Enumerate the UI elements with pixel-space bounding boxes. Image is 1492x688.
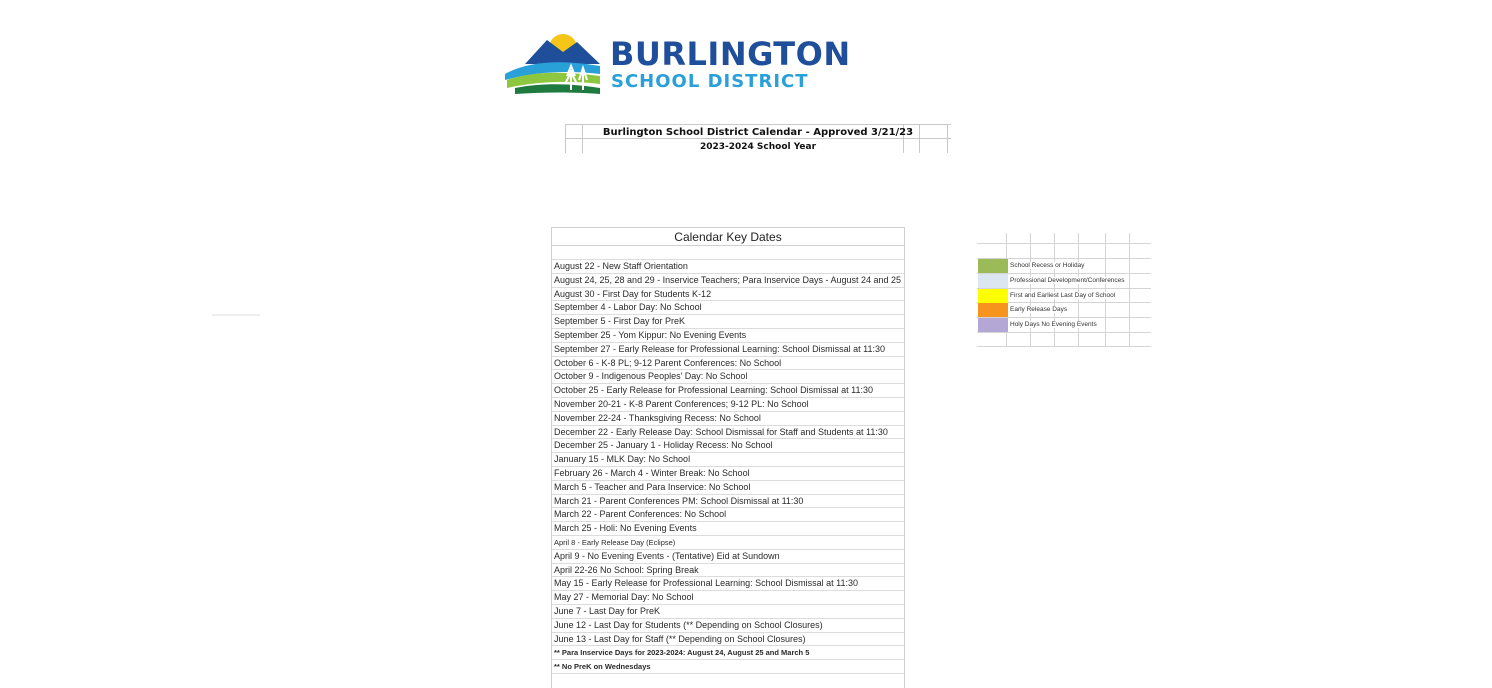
legend-color-swatch: [978, 259, 1008, 273]
key-date-item: September 25 - Yom Kippur: No Evening Events: [552, 329, 904, 343]
divider: [212, 314, 260, 316]
key-date-item: March 21 - Parent Conferences PM: School Dismissal at 11:30: [552, 495, 904, 509]
key-date-item: November 20-21 - K-8 Parent Conferences; 9-12 PL: No School: [552, 398, 904, 412]
key-date-item: June 12 - Last Day for Students (** Depending on School Closures): [552, 619, 904, 633]
key-date-item: August 22 - New Staff Orientation: [552, 260, 904, 274]
legend-label: Early Release Days: [1010, 306, 1068, 313]
key-date-item: October 6 - K-8 PL; 9-12 Parent Conferences: No School: [552, 357, 904, 371]
key-date-item: March 22 - Parent Conferences: No School: [552, 508, 904, 522]
legend-label: Holy Days No Evening Events: [1010, 321, 1097, 328]
key-date-item: December 22 - Early Release Day: School Dismissal for Staff and Students at 11:30: [552, 426, 904, 440]
legend-label: School Recess or Holiday: [1010, 262, 1085, 269]
key-date-item: April 22-26 No School: Spring Break: [552, 564, 904, 578]
mountain-sun-icon: [505, 30, 605, 96]
key-date-item: February 26 - March 4 - Winter Break: No School: [552, 467, 904, 481]
key-date-item: April 8 - Early Release Day (Eclipse): [552, 536, 904, 550]
key-date-item: June 13 - Last Day for Staff (** Depending on School Closures): [552, 633, 904, 647]
calendar-header: [565, 124, 951, 153]
key-date-item: ** Para Inservice Days for 2023-2024: August 24, August 25 and March 5: [552, 646, 904, 660]
calendar-legend: [977, 233, 1151, 347]
key-date-item: August 30 - First Day for Students K-12: [552, 288, 904, 302]
calendar-title: Burlington School District Calendar - Approved 3/21/23: [602, 127, 914, 138]
key-dates-table: [551, 227, 905, 688]
key-date-item: May 27 - Memorial Day: No School: [552, 591, 904, 605]
key-date-item: June 7 - Last Day for PreK: [552, 605, 904, 619]
school-year: 2023-2024 School Year: [699, 142, 817, 152]
legend-item: [977, 303, 1151, 317]
key-date-item: November 22-24 - Thanksgiving Recess: No School: [552, 412, 904, 426]
key-date-item: March 5 - Teacher and Para Inservice: No School: [552, 481, 904, 495]
key-dates-spacer: [552, 246, 904, 260]
logo-text-burlington: BURLINGTON: [610, 35, 851, 73]
key-date-item: May 15 - Early Release for Professional Learning: School Dismissal at 11:30: [552, 577, 904, 591]
key-date-item: January 15 - MLK Day: No School: [552, 453, 904, 467]
key-dates-title: Calendar Key Dates: [552, 227, 904, 246]
legend-color-swatch: [978, 318, 1008, 332]
legend-label: First and Earliest Last Day of School: [1010, 292, 1116, 299]
key-date-item: August 24, 25, 28 and 29 - Inservice Teachers; Para Inservice Days - August 24 and 25: [552, 274, 904, 288]
legend-item: [977, 289, 1151, 303]
legend-item: [977, 274, 1151, 288]
key-date-item: ** No PreK on Wednesdays: [552, 660, 904, 674]
key-date-item: March 25 - Holi: No Evening Events: [552, 522, 904, 536]
legend-color-swatch: [978, 289, 1008, 303]
key-date-item: September 4 - Labor Day: No School: [552, 301, 904, 315]
legend-item: [977, 318, 1151, 332]
district-logo: [505, 30, 851, 96]
key-date-item: September 5 - First Day for PreK: [552, 315, 904, 329]
legend-label: Professional Development/Conferences: [1010, 277, 1125, 284]
key-date-item: April 9 - No Evening Events - (Tentative) Eid at Sundown: [552, 550, 904, 564]
legend-color-swatch: [978, 303, 1008, 317]
legend-color-swatch: [978, 274, 1008, 288]
key-date-item: October 9 - Indigenous Peoples' Day: No School: [552, 370, 904, 384]
key-date-item: October 25 - Early Release for Professional Learning: School Dismissal at 11:30: [552, 384, 904, 398]
logo-text-school-district: SCHOOL DISTRICT: [611, 71, 809, 92]
legend-item: [977, 259, 1151, 273]
key-dates-list: [552, 260, 904, 674]
key-date-item: December 25 - January 1 - Holiday Recess: No School: [552, 439, 904, 453]
key-date-item: September 27 - Early Release for Professional Learning: School Dismissal at 11:30: [552, 343, 904, 357]
